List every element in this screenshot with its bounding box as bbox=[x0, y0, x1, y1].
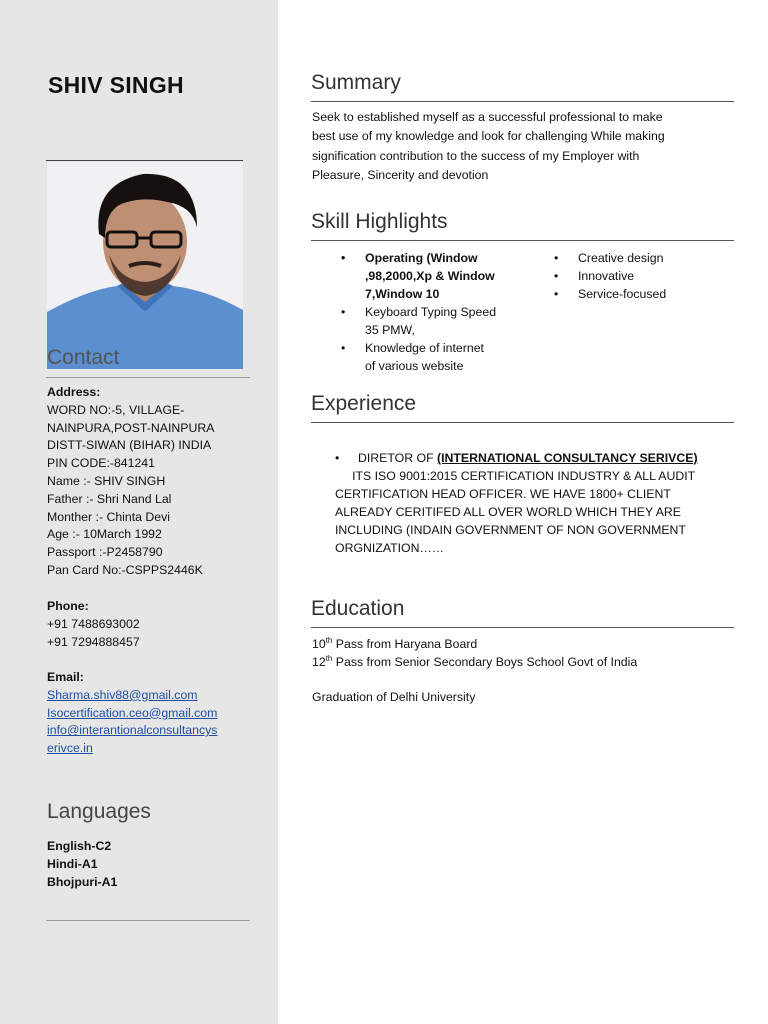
bullet-icon: • bbox=[341, 305, 346, 319]
skill-line: Creative design bbox=[578, 251, 664, 265]
bullet-icon: • bbox=[335, 451, 340, 465]
skills-divider bbox=[311, 240, 734, 241]
contact-divider bbox=[46, 377, 250, 378]
email-link-continued[interactable]: erivce.in bbox=[47, 741, 93, 756]
email-link[interactable]: info@interantionalconsultancys bbox=[47, 723, 218, 738]
language-item: Bhojpuri-A1 bbox=[47, 874, 118, 889]
skill-line: Service-focused bbox=[578, 287, 667, 301]
graduation-item: Graduation of Delhi University bbox=[312, 690, 476, 704]
experience-line: ORGNIZATION…… bbox=[335, 541, 445, 555]
personal-detail: Passport :-P2458790 bbox=[47, 545, 163, 560]
bullet-icon: • bbox=[554, 269, 559, 283]
skill-line: Keyboard Typing Speed bbox=[365, 305, 497, 319]
education-item bbox=[312, 635, 637, 653]
ordinal-suffix: th bbox=[325, 635, 333, 645]
phone-block bbox=[47, 598, 140, 651]
email-link[interactable]: Sharma.shiv88@gmail.com bbox=[47, 687, 198, 702]
experience-line: CERTIFICATION HEAD OFFICER. WE HAVE 1800+ CLIENT bbox=[335, 487, 671, 501]
experience-line: INCLUDING (INDAIN GOVERNMENT OF NON GOVERNMENT bbox=[335, 523, 686, 537]
summary-line: Pleasure, Sincerity and devotion bbox=[312, 167, 489, 182]
spacer bbox=[312, 671, 637, 688]
phone-label: Phone: bbox=[47, 599, 89, 613]
email-link[interactable]: Isocertification.ceo@gmail.com bbox=[47, 705, 218, 720]
address-label: Address: bbox=[47, 385, 101, 399]
experience-line: ALREADY CERITIFED ALL OVER WORLD WHICH THEY ARE bbox=[335, 505, 681, 519]
role-title: DIRETOR OF bbox=[358, 451, 438, 465]
experience-heading: Experience bbox=[311, 392, 417, 415]
skill-line: ,98,2000,Xp & Window bbox=[365, 269, 495, 283]
skill-line: of various website bbox=[365, 359, 464, 373]
email-label: Email: bbox=[47, 670, 84, 684]
candidate-name: SHIV SINGH bbox=[48, 72, 184, 98]
photo-top-rule bbox=[46, 160, 243, 161]
skill-item bbox=[341, 339, 521, 375]
experience-role bbox=[335, 449, 735, 467]
address-block bbox=[47, 384, 214, 580]
education-heading: Education bbox=[311, 597, 405, 620]
skills-list-right bbox=[554, 249, 734, 303]
skill-line: Knowledge of internet bbox=[365, 341, 484, 355]
email-block bbox=[47, 669, 217, 758]
languages-divider bbox=[46, 920, 250, 921]
languages-list bbox=[47, 838, 117, 891]
ordinal-suffix: th bbox=[325, 653, 333, 663]
personal-detail: Father :- Shri Nand Lal bbox=[47, 491, 172, 506]
personal-detail: Pan Card No:-CSPPS2446K bbox=[47, 562, 203, 577]
skill-item bbox=[554, 267, 734, 285]
personal-detail: Monther :- Chinta Devi bbox=[47, 509, 171, 524]
bullet-icon: • bbox=[554, 287, 559, 301]
bullet-icon: • bbox=[554, 251, 559, 265]
experience-line: ITS ISO 9001:2015 CERTIFICATION INDUSTRY & ALL AUDIT bbox=[335, 469, 696, 483]
skill-item bbox=[554, 285, 734, 303]
summary-line: signification contribution to the success of my Employer with bbox=[312, 148, 640, 163]
bullet-icon: • bbox=[341, 341, 346, 355]
experience-divider bbox=[311, 422, 734, 423]
skills-list-left bbox=[341, 249, 521, 375]
education-list bbox=[312, 635, 637, 706]
education-grade: 12 bbox=[312, 655, 326, 669]
skills-heading: Skill Highlights bbox=[311, 210, 448, 233]
education-text: Pass from Haryana Board bbox=[332, 637, 478, 651]
language-item: English-C2 bbox=[47, 839, 112, 853]
summary-line: Seek to established myself as a successful professional to make bbox=[312, 110, 663, 124]
profile-photo bbox=[47, 162, 243, 369]
summary-divider bbox=[311, 101, 734, 102]
skill-item bbox=[554, 249, 734, 267]
personal-detail: Age :- 10March 1992 bbox=[47, 527, 162, 542]
phone-number: +91 7488693002 bbox=[47, 616, 140, 631]
languages-heading: Languages bbox=[47, 800, 151, 823]
skill-line: 35 PMW, bbox=[365, 323, 415, 337]
education-item bbox=[312, 653, 637, 671]
skill-line: Operating (Window bbox=[365, 251, 478, 265]
education-grade: 10 bbox=[312, 637, 326, 651]
bullet-icon: • bbox=[341, 251, 346, 265]
profile-photo-graphic bbox=[47, 162, 243, 369]
skill-item bbox=[341, 249, 521, 303]
skill-item bbox=[341, 303, 521, 339]
address-line: DISTT-SIWAN (BIHAR) INDIA bbox=[47, 438, 212, 453]
summary-text bbox=[312, 108, 665, 185]
address-line: PIN CODE:-841241 bbox=[47, 456, 155, 471]
phone-number: +91 7294888457 bbox=[47, 634, 140, 649]
personal-detail: Name :- SHIV SINGH bbox=[47, 473, 166, 488]
company-name: (INTERNATIONAL CONSULTANCY SERIVCE) bbox=[437, 451, 698, 465]
language-item: Hindi-A1 bbox=[47, 856, 98, 871]
summary-heading: Summary bbox=[311, 71, 401, 94]
address-line: NAINPURA,POST-NAINPURA bbox=[47, 420, 215, 435]
experience-entry bbox=[335, 449, 735, 557]
education-divider bbox=[311, 627, 734, 628]
skill-line: Innovative bbox=[578, 269, 635, 283]
education-text: Pass from Senior Secondary Boys School Govt of India bbox=[332, 655, 638, 669]
address-line: WORD NO:-5, VILLAGE- bbox=[47, 402, 185, 417]
skill-line: 7,Window 10 bbox=[365, 287, 440, 301]
summary-line: best use of my knowledge and look for challenging While making bbox=[312, 129, 665, 144]
contact-heading: Contact bbox=[47, 346, 120, 369]
